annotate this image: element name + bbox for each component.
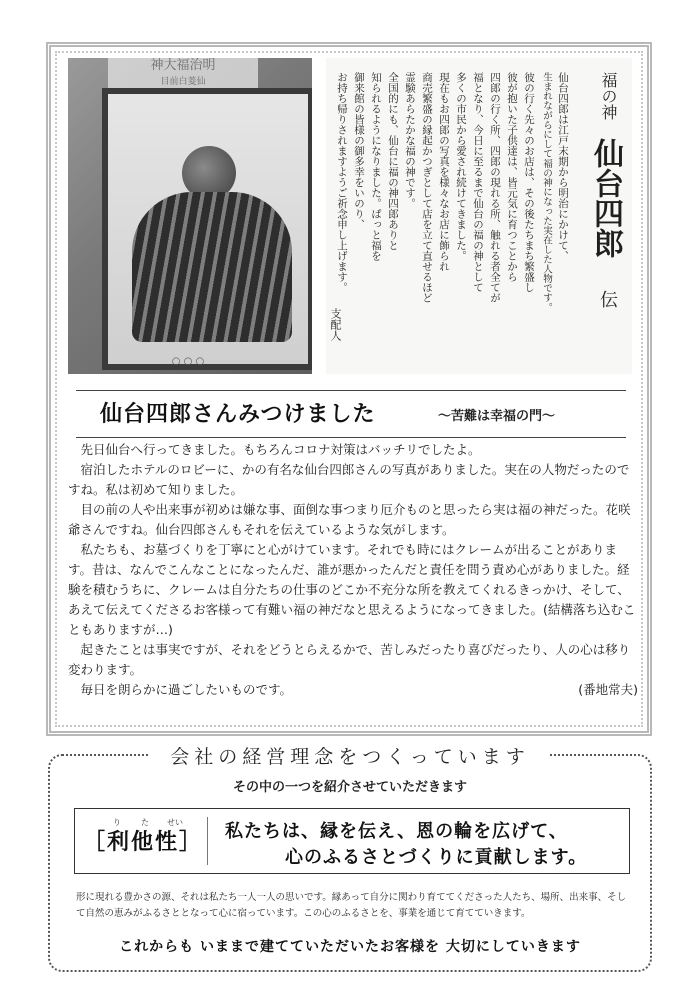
photo-sign: 神大福治明 目前白菱仙: [108, 58, 258, 92]
scroll-column: 福となり、今日に至るまで仙台の福の神として: [472, 72, 484, 293]
scroll-column: 御来館の皆様の御多幸をいのり、: [353, 72, 365, 230]
philosophy-keyword: ［利他性］: [83, 829, 204, 855]
article-paragraph: 私たちも、お墓づくりを丁寧にと心がけています。それでも時にはクレームが出ることがあります。昔は、なんでこんなことになったんだ、誰が悪かったんだと責任を問う責め心がありました。経験を積むうちに、クレームは自分たちの仕事のどこか不充分な所を教えてくれるきっかけ、そして、あえて伝えてくださるお客様って有難い福の神だなと思えるようになってきました。(結構落ち込むこともありますが…): [68, 542, 636, 637]
philosophy-box: [48, 746, 652, 972]
article-paragraph: 先日仙台へ行ってきました。もちろんコロナ対策はバッチリでしたよ。: [80, 442, 481, 457]
scroll-column: 商売繁盛の縁起かつぎとして店を立て直せるほど: [421, 72, 433, 303]
divider: [207, 817, 208, 865]
scroll-column: 仙台四郎は江戸末期から明治にかけて、: [557, 72, 569, 261]
scroll-column: 生まれながらにして福の神になった実在した人物です。: [541, 72, 552, 312]
article-paragraph: 起きたことは事実ですが、それをどうとらえるかで、苦しみだったり喜びだったり、人の心は移り変わります。: [68, 642, 631, 677]
photo-caption: ○ ○ ○: [171, 356, 205, 367]
article-headline: [76, 390, 626, 438]
scroll-column: 現在もお四郎の写真を様々なお店に飾られ: [438, 72, 450, 272]
scroll-column: お持ち帰りされますようご祈念申し上げます。: [336, 72, 348, 293]
philosophy-subtitle: その中の一つを紹介させていただきます: [232, 780, 467, 795]
scroll-heading-small: 福の神: [599, 72, 618, 120]
scroll-column: 霊験あらたかな福の神です。: [404, 72, 416, 209]
scroll-column: 全国的にも、仙台に福の神四郎ありと: [387, 72, 399, 251]
philosophy-description: 形に現れる豊かさの源、それは私たち一人一人の思いです。縁あって自分に関わり育ててくださった人たち、場所、出来事、そして自然の恵みがふるさととなって心に宿っています。この心のふるさとを、事業を通じて育てていきます。: [76, 892, 627, 919]
philosophy-statement-box: [74, 808, 630, 874]
article-author: (番地常夫): [578, 682, 638, 697]
scroll-column: 知られるようになりました。ぱっと福を: [370, 72, 382, 261]
philosophy-title: 会社の経営理念をつくっています: [150, 742, 550, 769]
scroll-heading-name: 仙台四郎: [588, 138, 623, 258]
scroll-column: 多くの市民から愛され続けてきました。: [455, 72, 467, 261]
philosophy-line-1: 私たちは、縁を伝え、恩の輪を広げて、: [225, 821, 568, 842]
headline-title: 仙台四郎さんみつけました: [100, 401, 376, 427]
photo-portrait: [102, 88, 312, 370]
scroll-signature: 支配人: [329, 308, 342, 341]
ruby-text: せい: [167, 818, 183, 827]
headline-subtitle: ～苦難は幸福の門～: [438, 409, 556, 424]
article-paragraph: 毎日を朗らかに過ごしたいものです。: [80, 682, 293, 697]
handwritten-scroll: [326, 58, 632, 374]
portrait-kimono: [132, 192, 292, 342]
scroll-column: 彼の行く先々のお店は、その後たちまち繁盛し: [523, 72, 535, 293]
ruby-text: た: [141, 818, 149, 827]
scroll-column: 四郎の行く所、四郎の現れる所、触れる者全てが: [489, 72, 501, 303]
article-paragraph: 目の前の人や出来事が初めは嫌な事、面倒な事つまり厄介ものと思ったら実は福の神だった。花咲爺さんですね。仙台四郎さんもそれを伝えているような気がします。: [68, 502, 631, 537]
philosophy-line-2: 心のふるさとづくりに貢献します。: [285, 847, 588, 868]
article-paragraph: 宿泊したホテルのロビーに、かの有名な仙台四郎さんの写真がありました。実在の人物だったのですね。私は初めて知りました。: [68, 462, 630, 497]
article-body: [68, 440, 638, 700]
sendai-shiro-photo: [68, 58, 312, 374]
scroll-column: 彼が抱いた子供達は、皆元気に育つことから: [506, 72, 518, 282]
scroll-heading-suffix: 伝: [597, 290, 618, 308]
closing-message: これからも いままで建てていただいたお客様を 大切にしていきます: [119, 939, 581, 955]
ruby-text: り: [113, 818, 121, 827]
